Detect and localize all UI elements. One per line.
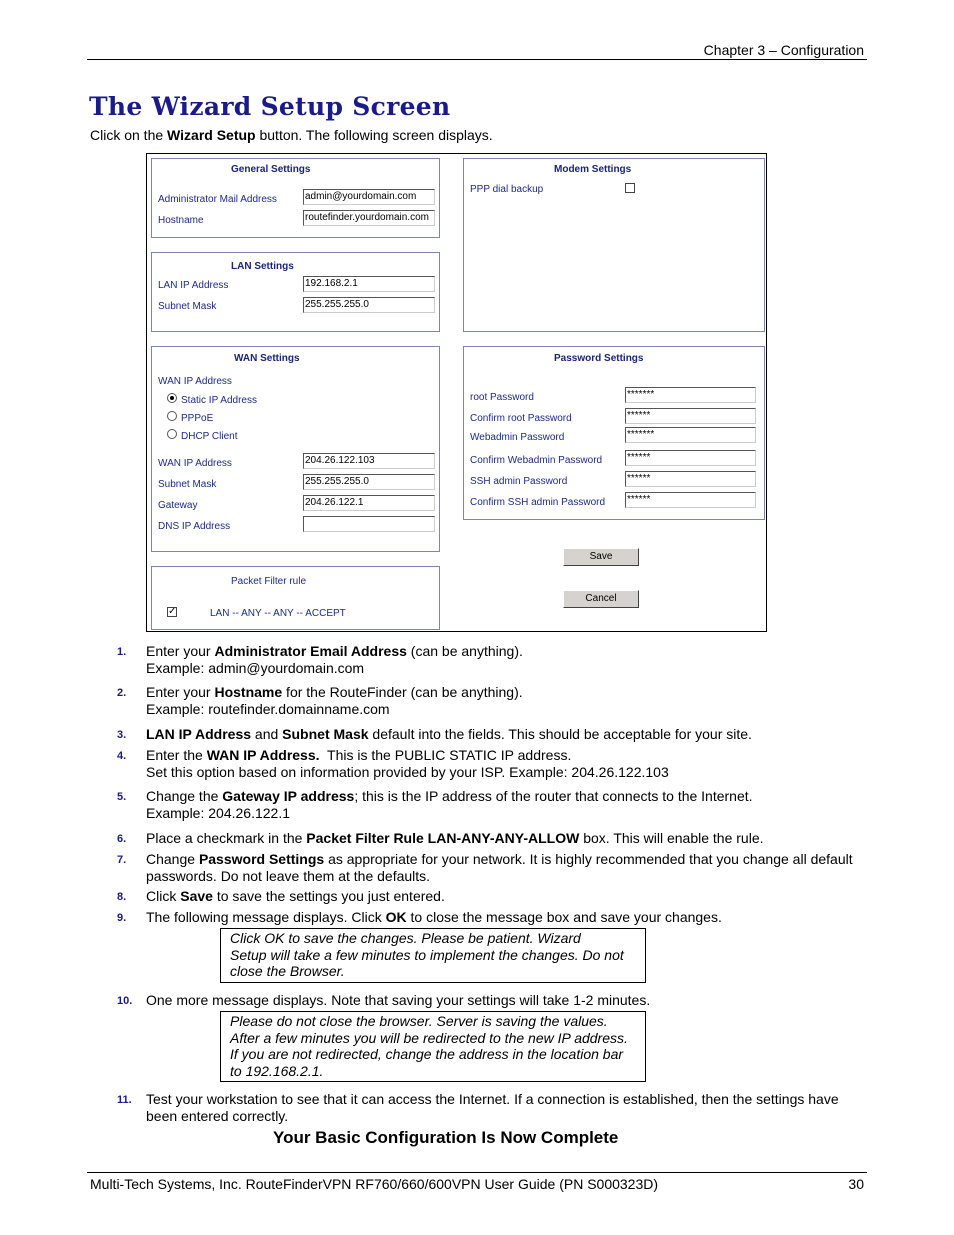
packet-filter-checkbox[interactable]: ✓ [168, 606, 177, 617]
page-title: The Wizard Setup Screen [89, 92, 451, 121]
confirm-webadmin-password-label: Confirm Webadmin Password [470, 455, 603, 466]
packet-filter-title: Packet Filter rule [231, 576, 307, 587]
step-number: 11. [117, 1094, 132, 1106]
page-number: 30 [848, 1176, 864, 1192]
step-item: Change Password Settings as appropriate for your network. It is highly recommended that you change all default passwords. Do not leave them at the defaults. [146, 851, 853, 884]
step-item: Enter your Administrator Email Address (can be anything). Example: admin@yourdomain.com [146, 643, 523, 676]
general-settings-panel [151, 158, 440, 238]
header-divider [87, 59, 867, 60]
footer-divider [87, 1172, 867, 1173]
step-number: 8. [117, 891, 127, 903]
intro-text: Click on the Wizard Setup button. The following screen displays. [90, 127, 493, 143]
root-password-label: root Password [470, 392, 534, 403]
confirm-root-password-input[interactable]: ****** [625, 408, 756, 424]
webadmin-password-input[interactable]: ******* [625, 427, 756, 443]
packet-filter-rule-label: LAN -- ANY -- ANY -- ACCEPT [210, 608, 346, 619]
wan-subnet-input[interactable]: 255.255.255.0 [303, 474, 435, 490]
step-number: 5. [117, 791, 127, 803]
wan-ip-label: WAN IP Address [158, 458, 232, 469]
step-number: 1. [117, 646, 127, 658]
chapter-header: Chapter 3 – Configuration [703, 42, 864, 58]
packet-filter-panel [151, 566, 440, 630]
webadmin-password-label: Webadmin Password [470, 432, 565, 443]
lan-subnet-label: Subnet Mask [158, 301, 217, 312]
ppp-dial-backup-checkbox[interactable] [625, 183, 635, 193]
step-item: The following message displays. Click OK to close the message box and save your changes. [146, 909, 722, 925]
password-settings-title: Password Settings [554, 353, 644, 364]
lan-ip-label: LAN IP Address [158, 280, 229, 291]
ppp-dial-backup-label: PPP dial backup [470, 184, 544, 195]
lan-settings-title: LAN Settings [231, 261, 294, 272]
modem-settings-panel [463, 158, 765, 332]
completion-heading: Your Basic Configuration Is Now Complete [273, 1128, 619, 1147]
wizard-setup-screen [146, 153, 767, 632]
wan-mode-label: WAN IP Address [158, 376, 232, 387]
step-item: Enter the WAN IP Address. This is the PUBLIC STATIC IP address. Set this option based on information provided by your ISP. Example: 204.26.122.103 [146, 747, 669, 780]
dhcp-client-radio[interactable] [167, 429, 177, 439]
step-number: 4. [117, 750, 127, 762]
footer-text: Multi-Tech Systems, Inc. RouteFinderVPN RF760/660/600VPN User Guide (PN S000323D) [90, 1176, 659, 1192]
general-settings-title: General Settings [231, 164, 311, 175]
hostname-input[interactable]: routefinder.yourdomain.com [303, 210, 435, 226]
admin-mail-input[interactable]: admin@yourdomain.com [303, 189, 435, 205]
step-number: 2. [117, 687, 127, 699]
step-item: Test your workstation to see that it can access the Internet. If a connection is established, then the settings have been entered correctly. [146, 1091, 839, 1124]
lan-subnet-input[interactable]: 255.255.255.0 [303, 297, 435, 313]
message-box-saving: Please do not close the browser. Server is saving the values. After a few minutes you will be redirected to the new IP address. If you are not redirected, change the address in the location bar to 192.168.2.1. [220, 1011, 646, 1082]
dhcp-client-label: DHCP Client [181, 431, 238, 442]
cancel-button[interactable]: Cancel [563, 590, 639, 608]
step-item: Click Save to save the settings you just entered. [146, 888, 445, 904]
lan-settings-panel [151, 252, 440, 332]
wan-subnet-label: Subnet Mask [158, 479, 217, 490]
message-box-save: Click OK to save the changes. Please be patient. Wizard Setup will take a few minutes to implement the changes. Do not close the Browser. [220, 928, 646, 983]
wan-settings-panel [151, 346, 440, 552]
confirm-webadmin-password-input[interactable]: ****** [625, 450, 756, 466]
static-ip-radio[interactable] [167, 393, 177, 403]
wan-ip-input[interactable]: 204.26.122.103 [303, 453, 435, 469]
step-item: Place a checkmark in the Packet Filter Rule LAN-ANY-ANY-ALLOW box. This will enable the rule. [146, 830, 764, 846]
step-item: LAN IP Address and Subnet Mask default into the fields. This should be acceptable for your site. [146, 726, 752, 742]
lan-ip-input[interactable]: 192.168.2.1 [303, 276, 435, 292]
confirm-root-password-label: Confirm root Password [470, 413, 572, 424]
dns-ip-input[interactable] [303, 516, 435, 532]
step-item: Enter your Hostname for the RouteFinder (can be anything). Example: routefinder.domainname.com [146, 684, 523, 717]
step-number: 9. [117, 912, 127, 924]
admin-mail-label: Administrator Mail Address [158, 194, 277, 205]
wan-settings-title: WAN Settings [234, 353, 300, 364]
confirm-ssh-admin-password-label: Confirm SSH admin Password [470, 497, 606, 508]
ssh-admin-password-label: SSH admin Password [470, 476, 568, 487]
pppoe-radio[interactable] [167, 411, 177, 421]
save-button[interactable]: Save [563, 548, 639, 566]
password-settings-panel [463, 346, 765, 520]
gateway-input[interactable]: 204.26.122.1 [303, 495, 435, 511]
pppoe-label: PPPoE [181, 413, 214, 424]
static-ip-label: Static IP Address [181, 395, 257, 406]
dns-ip-label: DNS IP Address [158, 521, 231, 532]
hostname-label: Hostname [158, 215, 204, 226]
step-number: 10. [117, 995, 133, 1007]
step-item: Change the Gateway IP address; this is the IP address of the router that connects to the Internet. Example: 204.26.122.1 [146, 788, 753, 821]
step-number: 7. [117, 854, 127, 866]
confirm-ssh-admin-password-input[interactable]: ****** [625, 492, 756, 508]
step-number: 6. [117, 833, 127, 845]
gateway-label: Gateway [158, 500, 198, 511]
ssh-admin-password-input[interactable]: ****** [625, 471, 756, 487]
step-item: One more message displays. Note that saving your settings will take 1-2 minutes. [146, 992, 651, 1008]
modem-settings-title: Modem Settings [554, 164, 632, 175]
root-password-input[interactable]: ******* [625, 387, 756, 403]
step-number: 3. [117, 729, 127, 741]
